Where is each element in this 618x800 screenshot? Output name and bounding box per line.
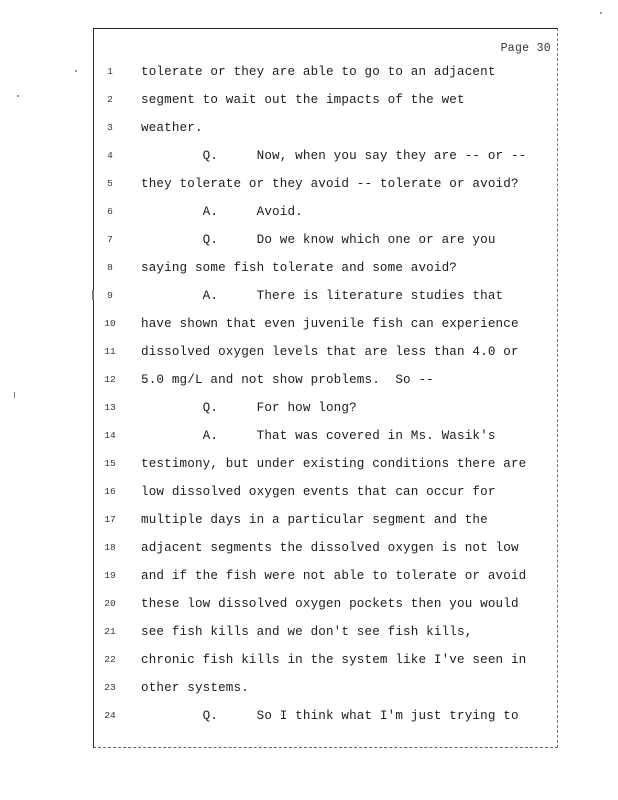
line-number: 11	[104, 346, 116, 357]
line-number: 2	[107, 94, 113, 105]
transcript-line: segment to wait out the impacts of the wet	[141, 93, 465, 107]
line-number: 5	[107, 178, 113, 189]
transcript-line: Q. For how long?	[141, 401, 357, 415]
line-number: 1	[107, 66, 113, 77]
line-number: 22	[104, 654, 116, 665]
line-number: 19	[104, 570, 116, 581]
transcript-line: low dissolved oxygen events that can occur for	[141, 485, 496, 499]
line-number: 12	[104, 374, 116, 385]
line-number: 8	[107, 262, 113, 273]
transcript-line: they tolerate or they avoid -- tolerate or avoid?	[141, 177, 519, 191]
line-number: 21	[104, 626, 116, 637]
line-number: 18	[104, 542, 116, 553]
transcript-line: adjacent segments the dissolved oxygen is not low	[141, 541, 519, 555]
transcript-line: chronic fish kills in the system like I've seen in	[141, 653, 527, 667]
line-number: 15	[104, 458, 116, 469]
transcript-line: have shown that even juvenile fish can experience	[141, 317, 519, 331]
transcript-line: A. There is literature studies that	[141, 289, 504, 303]
line-number: 10	[104, 318, 116, 329]
page-number: Page 30	[500, 42, 551, 55]
line-number-column	[100, 64, 120, 736]
line-number: 3	[107, 122, 113, 133]
transcript-line: 5.0 mg/L and not show problems. So --	[141, 373, 434, 387]
transcript-line: Q. So I think what I'm just trying to	[141, 709, 519, 723]
line-number: 20	[104, 598, 116, 609]
transcript-line: see fish kills and we don't see fish kills,	[141, 625, 473, 639]
line-number: 17	[104, 514, 116, 525]
transcript-line: multiple days in a particular segment and the	[141, 513, 488, 527]
line-number: 7	[107, 234, 113, 245]
transcript-line: testimony, but under existing conditions there are	[141, 457, 527, 471]
transcript-line: Q. Do we know which one or are you	[141, 233, 496, 247]
scan-speck	[17, 95, 19, 97]
line-number: 23	[104, 682, 116, 693]
scan-speck	[92, 290, 94, 300]
transcript-line: weather.	[141, 121, 203, 135]
transcript-line: dissolved oxygen levels that are less than 4.0 or	[141, 345, 519, 359]
scan-speck	[14, 392, 15, 398]
transcript-line: Q. Now, when you say they are -- or --	[141, 149, 527, 163]
transcript-line: these low dissolved oxygen pockets then you would	[141, 597, 519, 611]
transcript-line: saying some fish tolerate and some avoid?	[141, 261, 458, 275]
transcript-body	[141, 62, 553, 734]
line-number: 16	[104, 486, 116, 497]
transcript-line: A. Avoid.	[141, 205, 303, 219]
transcript-line: A. That was covered in Ms. Wasik's	[141, 429, 496, 443]
scan-speck	[600, 12, 602, 14]
line-number: 14	[104, 430, 116, 441]
transcript-line: tolerate or they are able to go to an adjacent	[141, 65, 496, 79]
line-number: 4	[107, 150, 113, 161]
line-number: 6	[107, 206, 113, 217]
line-number: 13	[104, 402, 116, 413]
transcript-line: other systems.	[141, 681, 249, 695]
transcript-line: and if the fish were not able to tolerate or avoid	[141, 569, 527, 583]
line-number: 24	[104, 710, 116, 721]
line-number: 9	[107, 290, 113, 301]
scan-speck	[75, 70, 77, 72]
